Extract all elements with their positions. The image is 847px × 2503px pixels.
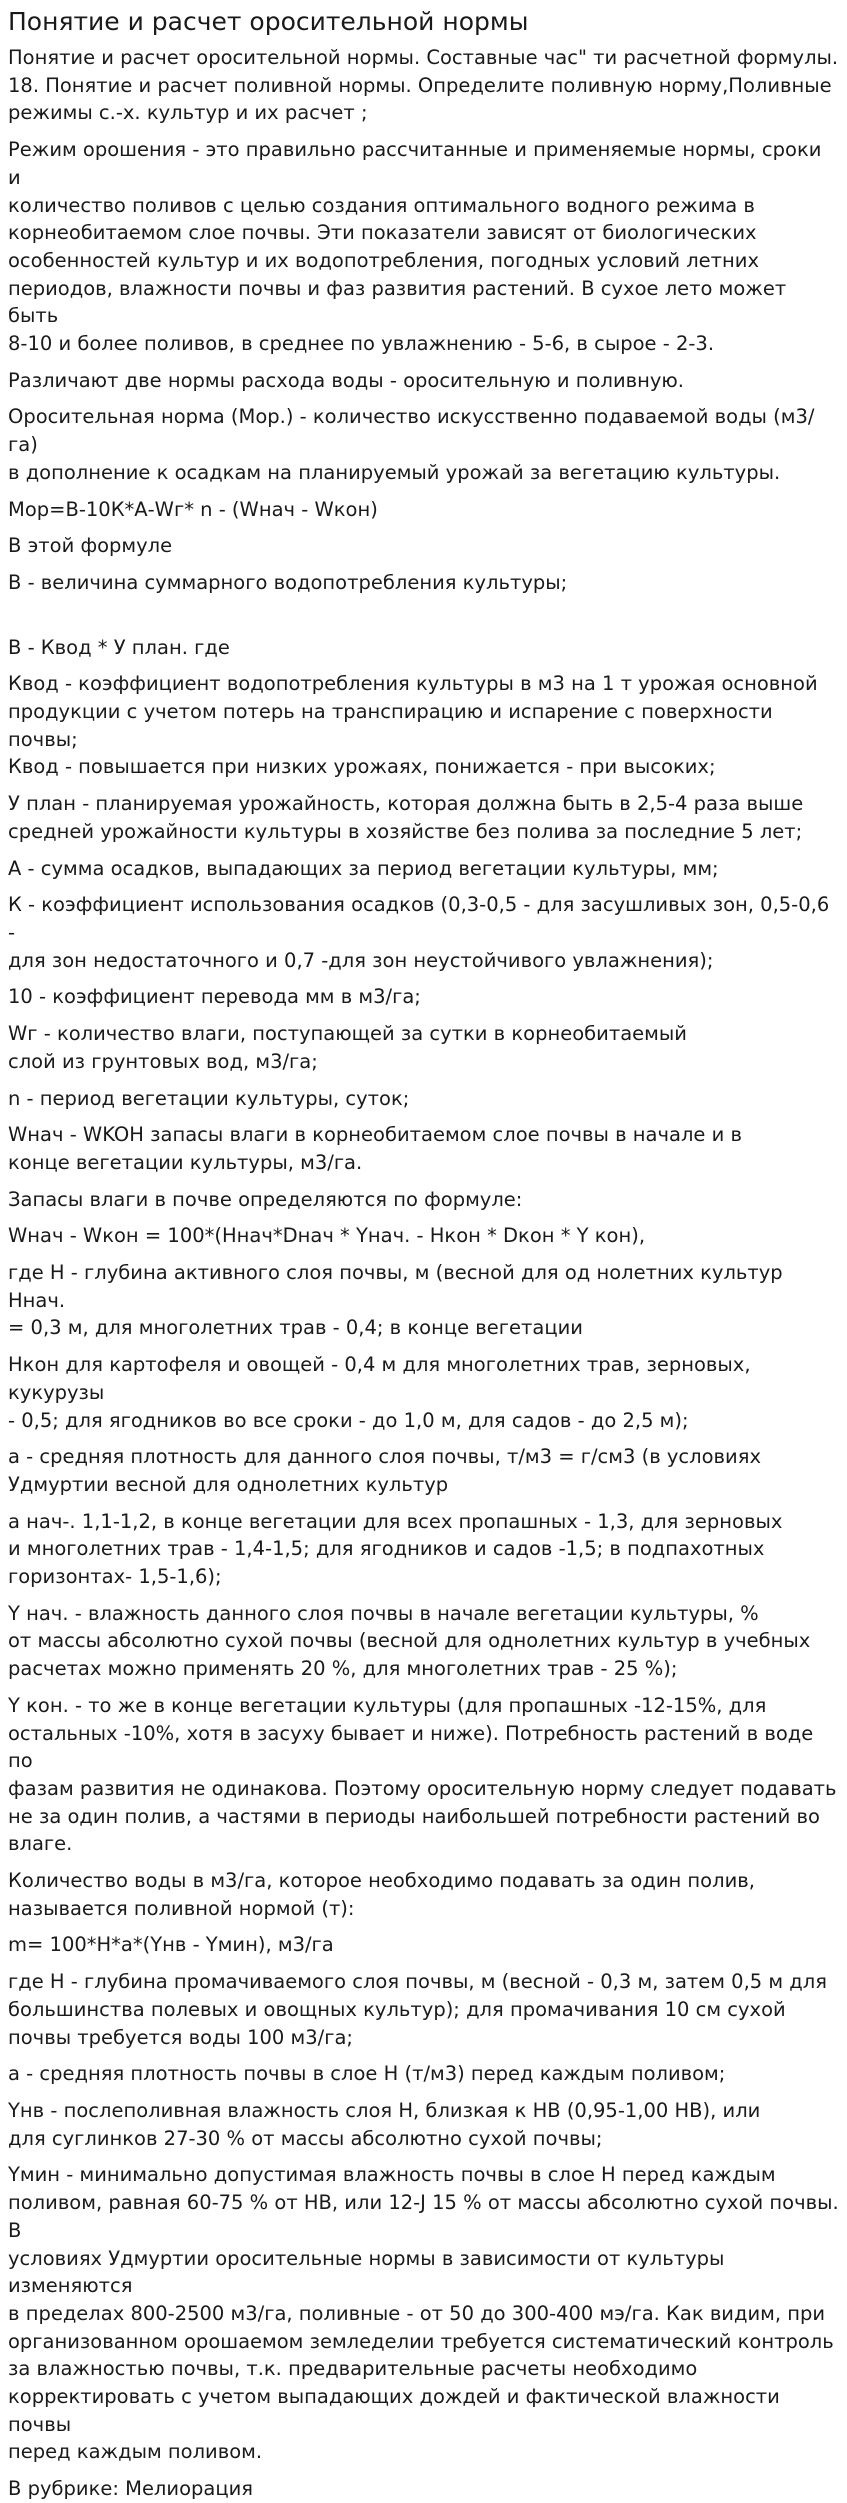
- spacer: [8, 606, 839, 634]
- text-line: Различают две нормы расхода воды - оросительную и поливную.: [8, 368, 685, 392]
- text-line: не за один полив, а частями в периоды наибольшей потребности растений во: [8, 1804, 820, 1828]
- text-line: за влажностью почвы, т.к. предварительные расчеты необходимо: [8, 2357, 698, 2381]
- text-line: Y кон. - то же в конце вегетации культуры (для пропашных -12-15%, для: [8, 1693, 767, 1717]
- text-line: К - коэффициент использования осадков (0,3-0,5 - для засушливых зон, 0,5-0,6 -: [8, 893, 830, 944]
- text-line: Понятие и расчет оросительной нормы. Составные час" ти расчетной формулы.: [8, 46, 839, 69]
- text-line: для суглинков 27-30 % от массы абсолютно сухой почвы;: [8, 2126, 603, 2150]
- text-line: А - сумма осадков, выпадающих за период вегетации культуры, мм;: [8, 856, 719, 880]
- text-line: Режим орошения - это правильно рассчитанные и применяемые нормы, сроки и: [8, 138, 822, 189]
- text-line: условиях Удмуртии оросительные нормы в зависимости от культуры изменяются: [8, 2246, 725, 2298]
- text-line: влаге.: [8, 1832, 73, 1856]
- paragraph: [8, 569, 839, 597]
- paragraph: [8, 891, 839, 974]
- text-line: периодов, влажности почвы и фаз развития растений. В сухое лето может быть: [8, 276, 787, 328]
- text-line: m= 100*H*a*(Yнв - Yмин), м3/га: [8, 1933, 334, 1957]
- paragraph: [8, 1351, 839, 1434]
- text-line: Нкон для картофеля и овощей - 0,4 м для многолетних трав, зерновых, кукурузы: [8, 1353, 751, 1404]
- text-line: где Н - глубина промачиваемого слоя почвы, м (весной - 0,3 м, затем 0,5 м для: [8, 1970, 827, 1994]
- paragraph: [8, 634, 839, 662]
- paragraph: [8, 1085, 839, 1113]
- text-line: большинства полевых и овощных культур); для промачивания 10 см сухой: [8, 1997, 786, 2021]
- text-line: В этой формуле: [8, 534, 173, 558]
- paragraph: [8, 2475, 839, 2503]
- text-line: а нач-. 1,1-1,2, в конце вегетации для всех пропашных - 1,3, для зерновых: [8, 1509, 783, 1533]
- text-line: почвы требуется воды 100 м3/га;: [8, 2025, 353, 2049]
- text-line: - 0,5; для ягодников во все сроки - до 1,0 м, для садов - до 2,5 м);: [8, 1408, 689, 1432]
- text-line: = 0,3 м, для многолетних трав - 0,4; в конце вегетации: [8, 1316, 583, 1340]
- paragraph: [8, 403, 839, 486]
- paragraph: [8, 532, 839, 560]
- text-line: в дополнение к осадкам на планируемый урожай за вегетацию культуры.: [8, 460, 781, 484]
- text-line: 10 - коэффициент перевода мм в м3/га;: [8, 985, 421, 1009]
- text-line: Оросительная норма (Мор.) - количество искусственно подаваемой воды (м3/га): [8, 405, 815, 457]
- paragraph: [8, 496, 839, 524]
- text-line: а - средняя плотность для данного слоя почвы, т/м3 = г/см3 (в условиях: [8, 1445, 761, 1469]
- text-line: организованном орошаемом земледелии требуется систематический контроль: [8, 2329, 834, 2353]
- text-line: называется поливной нормой (т):: [8, 1896, 355, 1920]
- text-line: В - Квод * У план. где: [8, 635, 230, 659]
- text-line: корректировать с учетом выпадающих дождей и фактической влажности почвы: [8, 2385, 780, 2436]
- text-line: Wг - количество влаги, поступающей за сутки в корнеобитаемый: [8, 1022, 687, 1046]
- paragraph: [8, 44, 839, 127]
- text-line: а - средняя плотность почвы в слое Н (т/м3) перед каждым поливом;: [8, 2062, 726, 2086]
- text-line: горизонтах- 1,5-1,6);: [8, 1565, 222, 1589]
- text-line: конце вегетации культуры, м3/га.: [8, 1150, 363, 1174]
- text-line: 18. Понятие и расчет поливной нормы. Определите поливную норму,Поливные: [8, 73, 832, 97]
- paragraph: [8, 2060, 839, 2088]
- paragraph: [8, 1259, 839, 1342]
- paragraph: [8, 1600, 839, 1683]
- text-line: количество поливов с целью создания оптимального водного режима в: [8, 193, 755, 217]
- text-line: Удмуртии весной для однолетних культур: [8, 1472, 449, 1496]
- paragraph: [8, 367, 839, 395]
- text-line: Количество воды в м3/га, которое необходимо подавать за один полив,: [8, 1869, 755, 1893]
- paragraph: [8, 1692, 839, 1858]
- paragraph: [8, 983, 839, 1011]
- text-line: перед каждым поливом.: [8, 2440, 263, 2464]
- paragraph: [8, 1867, 839, 1922]
- paragraph: [8, 2097, 839, 2152]
- text-line: для зон недостаточного и 0,7 -для зон неустойчивого увлажнения);: [8, 948, 714, 972]
- text-line: Yнв - послеполивная влажность слоя Н, близкая к НВ (0,95-1,00 НВ), или: [8, 2099, 761, 2122]
- text-line: расчетах можно применять 20 %, для многолетних трав - 25 %);: [8, 1657, 678, 1681]
- paragraph: [8, 1121, 839, 1176]
- text-line: где Н - глубина активного слоя почвы, м (весной для од нолетних культур Ннач.: [8, 1261, 783, 1312]
- text-line: В рубрике: Мелиорация: [8, 2477, 254, 2501]
- text-line: Мор=В-10К*А-Wг* n - (Wнач - Wкон): [8, 497, 378, 521]
- text-line: корнеобитаемом слое почвы. Эти показатели зависят от биологических: [8, 221, 757, 245]
- text-line: остальных -10%, хотя в засуху бывает и ниже). Потребность растений в воде по: [8, 1721, 814, 1773]
- page-title: Понятие и расчет оросительной нормы: [8, 7, 529, 36]
- paragraph: [8, 1222, 839, 1250]
- paragraph: [8, 1931, 839, 1959]
- text-line: 8-10 и более поливов, в среднее по увлажнению - 5-6, в сырое - 2-3.: [8, 332, 715, 356]
- text-line: Wнач - Wкон = 100*(Ннач*Dнач * Yнач. - Нкон * Dкон * Y кон),: [8, 1224, 646, 1248]
- text-line: Wнач - WKOH запасы влаги в корнеобитаемом слое почвы в начале и в: [8, 1123, 742, 1147]
- text-line: n - период вегетации культуры, суток;: [8, 1086, 410, 1110]
- text-line: продукции с учетом потерь на транспирацию и испарение с поверхности почвы;: [8, 700, 773, 751]
- text-line: поливом, равная 60-75 % от НВ, или 12-J 15 % от массы абсолютно сухой почвы. В: [8, 2191, 839, 2242]
- paragraph: [8, 2161, 839, 2466]
- text-line: У план - планируемая урожайность, которая должна быть в 2,5-4 раза выше: [8, 792, 804, 816]
- text-line: слой из грунтовых вод, м3/га;: [8, 1049, 318, 1073]
- text-line: от массы абсолютно сухой почвы (весной для однолетних культур в учебных: [8, 1629, 811, 1653]
- paragraph: [8, 1508, 839, 1591]
- paragraph: [8, 790, 839, 845]
- text-line: В - величина суммарного водопотребления культуры;: [8, 570, 568, 594]
- paragraph: [8, 1186, 839, 1214]
- text-line: Yмин - минимально допустимая влажность почвы в слое Н перед каждым: [8, 2163, 776, 2187]
- paragraph: [8, 1020, 839, 1075]
- text-line: средней урожайности культуры в хозяйстве без полива за последние 5 лет;: [8, 819, 803, 843]
- paragraph: [8, 855, 839, 883]
- paragraph: [8, 1968, 839, 2051]
- text-line: и многолетних трав - 1,4-1,5; для ягодников и садов -1,5; в подпахотных: [8, 1537, 765, 1561]
- paragraph: [8, 1443, 839, 1498]
- paragraph: [8, 670, 839, 781]
- paragraph: [8, 136, 839, 358]
- text-line: Квод - коэффициент водопотребления культуры в м3 на 1 т урожая основной: [8, 672, 818, 696]
- text-line: Y нач. - влажность данного слоя почвы в начале вегетации культуры, %: [8, 1601, 759, 1625]
- text-line: Запасы влаги в почве определяются по формуле:: [8, 1187, 523, 1211]
- text-line: в пределах 800-2500 м3/га, поливные - от 50 до 300-400 мэ/га. Как видим, при: [8, 2301, 826, 2325]
- text-line: фазам развития не одинакова. Поэтому оросительную норму следует подавать: [8, 1776, 837, 1800]
- text-line: режимы с.-х. культур и их расчет ;: [8, 101, 368, 125]
- text-line: особенностей культур и их водопотребления, погодных условий летних: [8, 248, 759, 272]
- text-line: Квод - повышается при низких урожаях, понижается - при высоких;: [8, 755, 716, 779]
- article-body: [8, 44, 839, 2503]
